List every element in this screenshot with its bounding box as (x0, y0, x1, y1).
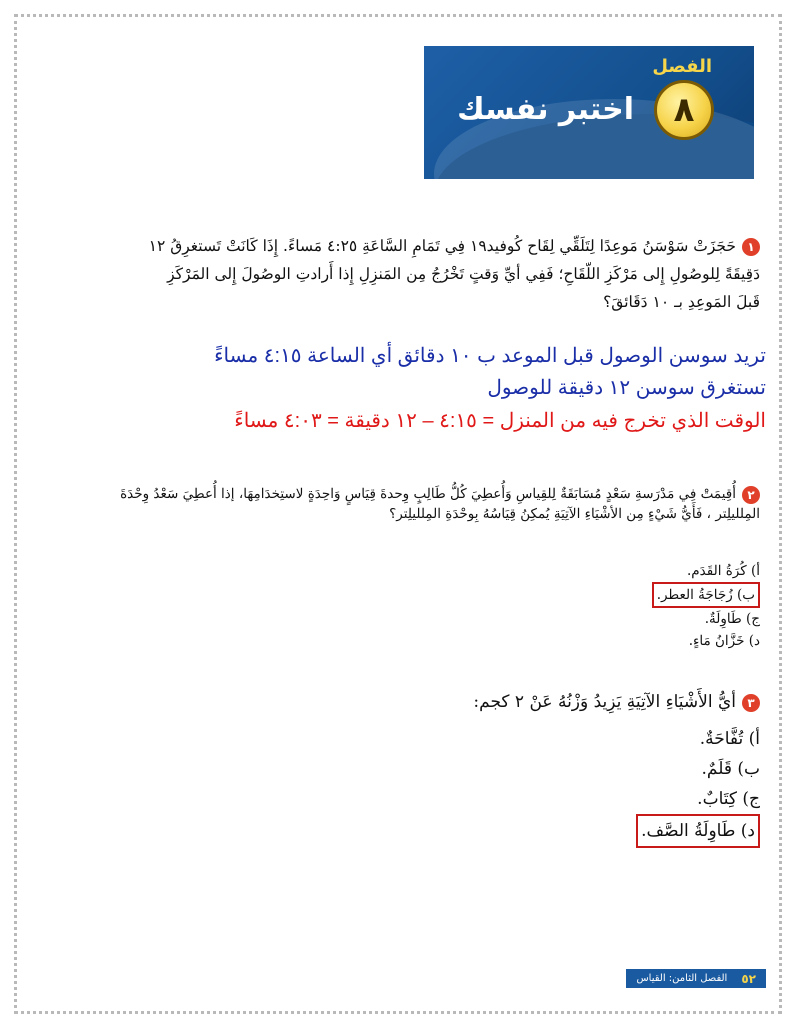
footer-chapter-text: الفصل الثامن: القياس (636, 973, 728, 984)
question-2-options (652, 560, 760, 652)
q3-option-a: أ) تُفَّاحَةٌ. (699, 729, 760, 749)
page-number: ٥٢ (741, 971, 756, 986)
question-1 (140, 232, 760, 316)
question-3-text: أيُّ الأَشْيَاءِ الآتِيَةِ يَزِيدُ وَزْنُهُ عَنْ ٢ كجم: (473, 692, 736, 712)
q2-option-a: أ) كُرَةُ القَدَم. (687, 563, 760, 579)
q2-option-c: ج) طَاوِلَةٌ. (704, 611, 760, 627)
banner-title: اختبر نفسك (457, 92, 634, 127)
question-2-text: أُقِيمَتْ فِي مَدْرَسةِ سَعْدٍ مُسَابَقَةٌ لِلقِياسِ وَأُعطِيَ كُلُّ طَالِبٍ وِحدةَ قِيَاسٍ وَاحِدَةٍ لاستِخدَامِهَا، إذا أُعطِيَ سَعْدُ وِحْدَةَ المِلليلِتر ، فَأَيُّ شَيْءٍ مِن الأشْيَاءِ الآتِيَةِ يُمكِنُ قِيَاسُهُ بِوحْدَةِ المِلليلِتر؟ (120, 486, 760, 522)
question-3-number: ٣ (742, 694, 760, 712)
answer-line-1: تريد سوسن الوصول قبل الموعد ب ١٠ دقائق أي الساعة ٤:١٥ مساءً (214, 345, 766, 367)
q3-option-d-correct: د) طَاوِلَةُ الصَّف. (636, 814, 760, 848)
q3-option-c: ج) كِتَابٌ. (697, 789, 760, 809)
chapter-label: الفصل (652, 56, 712, 77)
answer-line-2: تستغرق سوسن ١٢ دقيقة للوصول (487, 377, 766, 399)
question-2-number: ٢ (742, 486, 760, 504)
q2-option-b-correct: ب) زُجَاجَةُ العطر. (652, 582, 760, 608)
question-1-number: ١ (742, 238, 760, 256)
question-2 (120, 484, 760, 524)
question-3 (160, 690, 760, 714)
chapter-banner (424, 46, 754, 179)
question-3-options (636, 724, 760, 848)
page-footer (626, 969, 766, 988)
question-1-text: حَجَزَتْ سَوْسَنُ مَوعِدًا لِتَلَقِّي لِقَاح كُوفيد١٩ فِي تَمَامِ السَّاعَةِ ٤:٢٥ مَساءً. إِذَا كَانَتْ تَستغرِقُ ١٢ دَقِيقَةً لِلوصُولِ إِلى مَرْكَزِ اللّقَاحِ؛ فَفِي أيِّ وَقتٍ تَخْرُجُ مِن المَنزِلِ إِذا أَرادتِ الوصُولَ إِلى المَرْكَزِ قَبلَ المَوعِدِ بـ ١٠ دَقَائقَ؟ (148, 237, 760, 311)
q2-option-d: د) خَزَّانُ مَاءٍ. (688, 633, 760, 649)
answer-line-3: الوقت الذي تخرج فيه من المنزل = ٤:١٥ – ١٢ دقيقة = ٤:٠٣ مساءً (234, 410, 766, 432)
q3-option-b: ب) قَلَمٌ. (701, 759, 760, 779)
chapter-number-badge: ٨ (654, 80, 714, 140)
